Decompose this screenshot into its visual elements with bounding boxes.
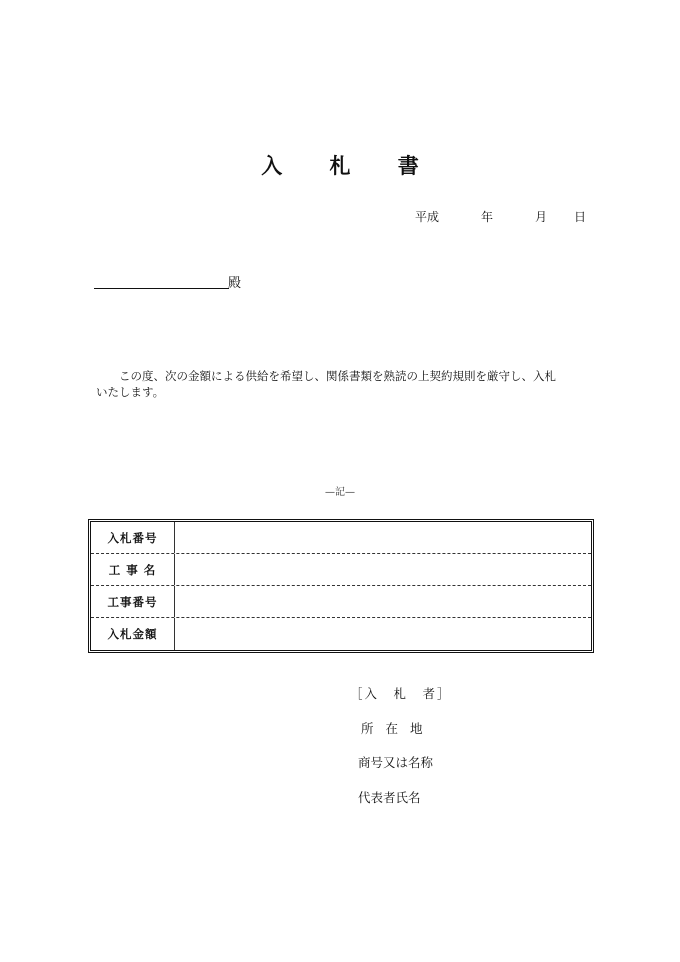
addressee-block: [94, 272, 242, 290]
bidder-representative-label: 代表者氏名: [358, 790, 421, 805]
body-line-2: いたします。: [96, 385, 165, 399]
bid-number-field[interactable]: [175, 522, 591, 553]
date-month-label: 月: [535, 210, 548, 224]
bidder-company-name-label: 商号又は名称: [358, 755, 434, 770]
bidder-heading: ［入 札 者］: [350, 686, 452, 701]
date-line: [0, 208, 680, 228]
bidder-address-label: 所在地: [361, 721, 435, 736]
table-row-bid-number: [91, 522, 591, 554]
construction-name-field[interactable]: [175, 554, 591, 585]
date-year-label: 年: [481, 210, 494, 224]
document-title: 入 札 書: [261, 153, 439, 178]
addressee-honorific: 殿: [228, 276, 242, 291]
construction-number-field[interactable]: [175, 586, 591, 617]
body-line-1: この度、次の金額による供給を希望し、関係書類を熟読の上契約規則を厳守し、入札: [119, 369, 556, 383]
bid-amount-label: 入札金額: [91, 618, 175, 650]
construction-name-label: 工 事 名: [91, 554, 175, 585]
date-era-label: 平成: [415, 210, 440, 224]
ki-marker: —記—: [325, 487, 355, 498]
bid-details-table: [88, 519, 594, 653]
addressee-blank-line: [94, 288, 229, 289]
construction-number-label: 工事番号: [91, 586, 175, 617]
table-row-construction-name: [91, 554, 591, 586]
bid-amount-field[interactable]: [175, 618, 591, 650]
body-paragraph: [96, 368, 588, 400]
table-row-bid-amount: [91, 618, 591, 650]
bid-number-label: 入札番号: [91, 522, 175, 553]
date-day-label: 日: [574, 210, 587, 224]
table-row-construction-number: [91, 586, 591, 618]
